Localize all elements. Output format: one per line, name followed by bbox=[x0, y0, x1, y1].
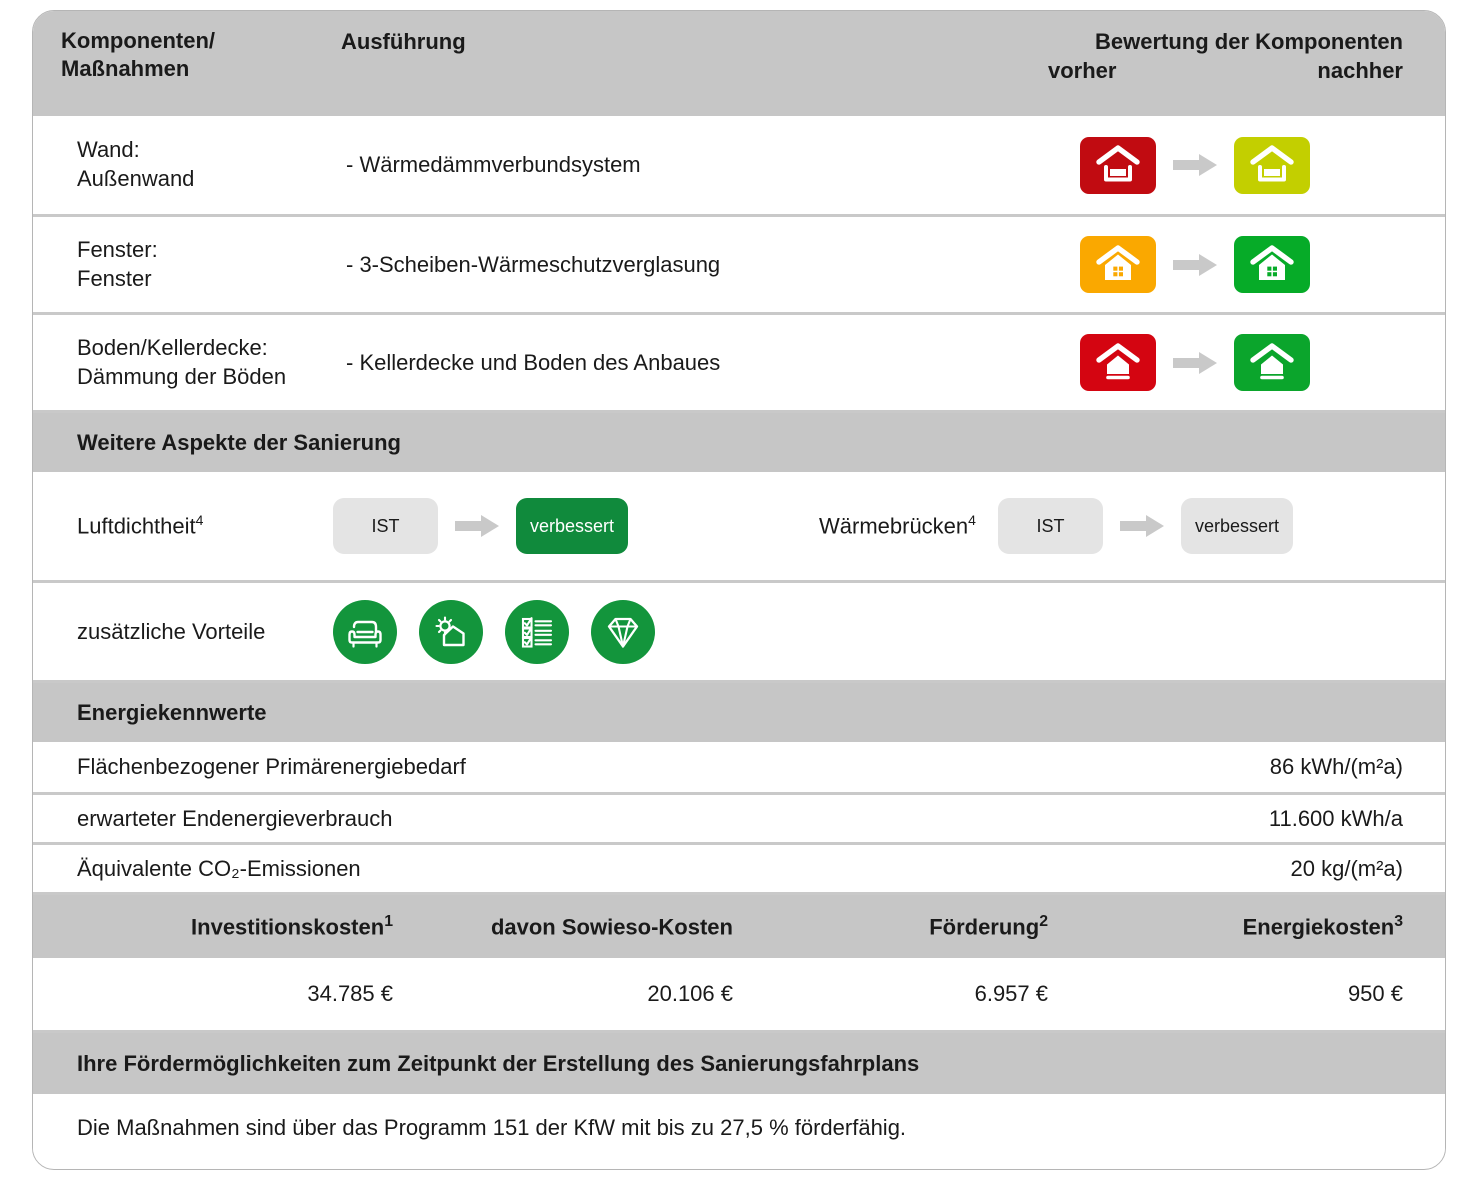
benefits-row bbox=[33, 580, 1445, 680]
component-name-line1: Fenster: bbox=[77, 236, 158, 262]
benefits-label: zusätzliche Vorteile bbox=[77, 618, 266, 644]
checklist-icon bbox=[516, 611, 558, 653]
house-sun-climate-icon bbox=[430, 611, 472, 653]
diamond-value-icon bbox=[602, 611, 644, 653]
footnote-marker: 4 bbox=[195, 512, 204, 529]
benefits-icons bbox=[333, 600, 655, 664]
thermal-bridges-group bbox=[803, 498, 1445, 554]
arrow-right-icon bbox=[455, 514, 499, 538]
armchair-comfort-icon bbox=[344, 611, 386, 653]
energy-label: Flächenbezogener Primärenergiebedarf bbox=[77, 754, 466, 779]
airtightness-after-badge: verbessert bbox=[516, 498, 628, 554]
header-rating-title: Bewertung der Komponenten bbox=[1094, 29, 1403, 54]
header-components-line2: Maßnahmen bbox=[61, 55, 190, 81]
house-window-icon bbox=[1095, 245, 1141, 285]
component-name-line2: Fenster bbox=[77, 265, 152, 291]
component-description: - Kellerdecke und Boden des Anbaues bbox=[346, 349, 721, 375]
section-header-energy: Energiekennwerte bbox=[33, 680, 1445, 742]
arrow-right-icon bbox=[1173, 253, 1217, 277]
benefit-icon-climate bbox=[419, 600, 483, 664]
airtightness-before-badge: IST bbox=[333, 498, 438, 554]
arrow-container bbox=[1156, 253, 1234, 277]
component-name-line2: Dämmung der Böden bbox=[77, 363, 287, 389]
house-floor-icon bbox=[1249, 343, 1295, 383]
energy-row bbox=[33, 842, 1445, 892]
header-rating-after: nachher bbox=[1317, 58, 1403, 83]
energy-row bbox=[33, 742, 1445, 792]
component-rating bbox=[1048, 334, 1445, 391]
energy-label: Äquivalente CO₂-Emissionen bbox=[77, 855, 361, 881]
table-row bbox=[33, 214, 1445, 312]
energy-value: 11.600 kWh/a bbox=[1268, 805, 1403, 831]
benefit-icon-comfort bbox=[333, 600, 397, 664]
house-wall-icon bbox=[1249, 145, 1295, 185]
cost-value-sowieso: 20.106 € bbox=[647, 981, 733, 1006]
arrow-right-icon bbox=[1173, 153, 1217, 177]
component-name-line1: Boden/Kellerdecke: bbox=[77, 334, 268, 360]
rating-badge-after bbox=[1234, 236, 1310, 293]
rating-badge-before bbox=[1080, 334, 1156, 391]
arrow-container bbox=[438, 514, 516, 538]
thermal-bridges-before-badge: IST bbox=[998, 498, 1103, 554]
energy-row bbox=[33, 792, 1445, 842]
arrow-right-icon bbox=[1173, 351, 1217, 375]
energy-value: 20 kg/(m²a) bbox=[1290, 855, 1403, 881]
benefit-icon-checklist bbox=[505, 600, 569, 664]
rating-badge-after bbox=[1234, 137, 1310, 194]
section-header-aspects: Weitere Aspekte der Sanierung bbox=[33, 410, 1445, 472]
aspects-row bbox=[33, 472, 1445, 580]
component-name bbox=[33, 334, 333, 391]
rating-badge-after bbox=[1234, 334, 1310, 391]
component-rating bbox=[1048, 236, 1445, 293]
thermal-bridges-after-badge: verbessert bbox=[1181, 498, 1293, 554]
cost-value-funding: 6.957 € bbox=[974, 981, 1048, 1006]
table-row bbox=[33, 312, 1445, 410]
cost-table-row bbox=[33, 958, 1445, 1030]
cost-value-energycost: 950 € bbox=[1347, 981, 1403, 1006]
arrow-container bbox=[1156, 153, 1234, 177]
energy-label: erwarteter Endenergieverbrauch bbox=[77, 805, 393, 831]
house-wall-icon bbox=[1095, 145, 1141, 185]
component-name-line2: Außenwand bbox=[77, 166, 195, 191]
cost-header-sowieso: davon Sowieso-Kosten bbox=[490, 914, 733, 940]
cost-header-funding: Förderung$^2$ bbox=[929, 912, 1048, 940]
house-floor-icon bbox=[1095, 343, 1141, 383]
sanierungsfahrplan-card bbox=[32, 10, 1446, 1170]
footnote-marker: 4 bbox=[968, 512, 976, 529]
cost-header-investment: Investitionskosten$^1$ bbox=[191, 912, 393, 940]
table-row bbox=[33, 116, 1445, 214]
header-rating-before: vorher bbox=[1048, 58, 1117, 83]
table-header bbox=[33, 11, 1445, 116]
footnote-marker: 2 bbox=[1039, 912, 1048, 930]
cost-header-energycost: Energiekosten$^3$ bbox=[1242, 912, 1403, 940]
rating-badge-before bbox=[1080, 236, 1156, 293]
component-name-line1: Wand: bbox=[77, 137, 140, 163]
benefit-icon-value bbox=[591, 600, 655, 664]
house-window-icon bbox=[1249, 245, 1295, 285]
airtightness-rating bbox=[333, 498, 803, 554]
header-components-line1: Komponenten/ bbox=[61, 28, 215, 53]
arrow-container bbox=[1156, 351, 1234, 375]
component-name bbox=[33, 136, 333, 193]
cost-table-header bbox=[33, 892, 1445, 958]
footnote-marker: 3 bbox=[1394, 912, 1403, 930]
header-components bbox=[33, 11, 328, 116]
component-rating bbox=[1048, 137, 1445, 194]
rating-badge-before bbox=[1080, 137, 1156, 194]
funding-note: Die Maßnahmen sind über das Programm 151 der KfW mit bis zu 27,5 % förderfähig. bbox=[33, 1094, 1445, 1162]
airtightness-label: Luftdichtheit$^4$ bbox=[77, 512, 204, 539]
footnote-marker: 1 bbox=[384, 912, 393, 930]
arrow-right-icon bbox=[1120, 514, 1164, 538]
header-rating bbox=[1048, 11, 1445, 116]
section-header-funding: Ihre Fördermöglichkeiten zum Zeitpunkt der Erstellung des Sanierungsfahrplans bbox=[33, 1030, 1445, 1094]
header-execution: Ausführung bbox=[341, 29, 466, 54]
thermal-bridges-label: Wärmebrücken$^4$ bbox=[819, 512, 976, 539]
component-description: - Wärmedämmverbundsystem bbox=[346, 152, 641, 177]
energy-value: 86 kWh/(m²a) bbox=[1269, 754, 1403, 779]
component-name bbox=[33, 236, 333, 293]
cost-value-investment: 34.785 € bbox=[307, 981, 393, 1006]
component-description: - 3-Scheiben-Wärmeschutzverglasung bbox=[346, 251, 721, 277]
arrow-container bbox=[1103, 514, 1181, 538]
